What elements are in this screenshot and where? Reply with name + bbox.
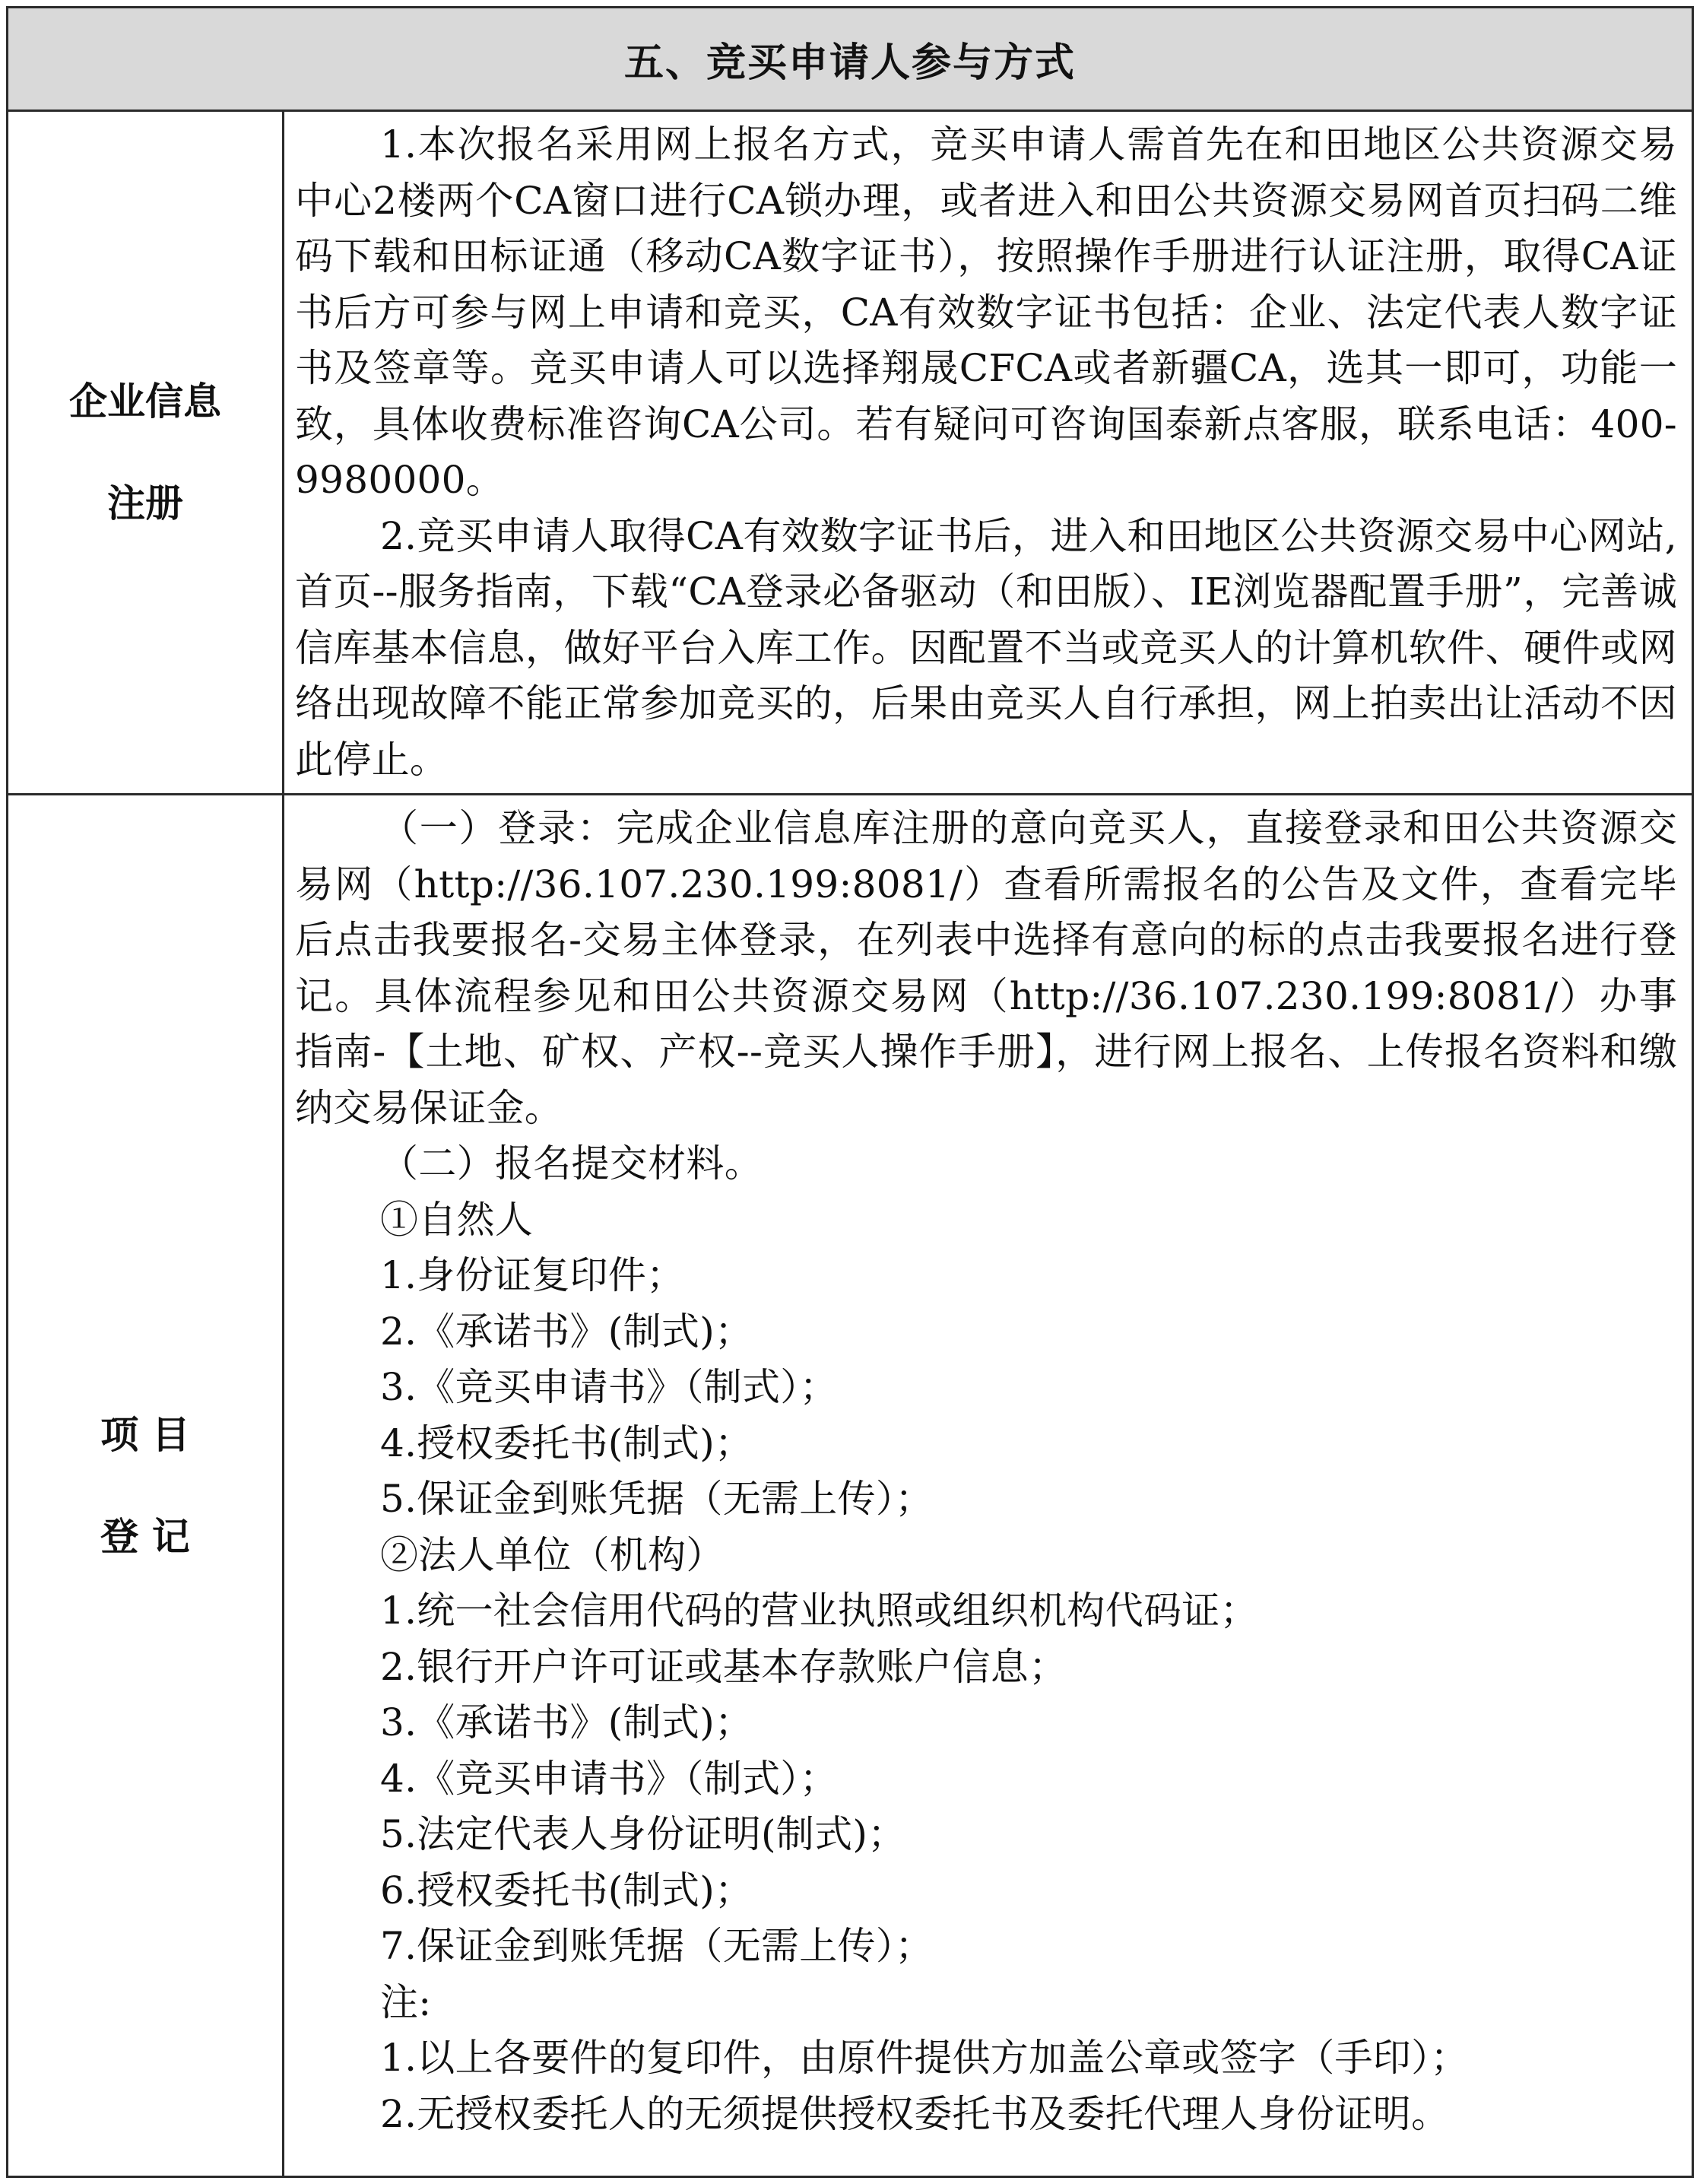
- row-label-enterprise-registration: [8, 112, 282, 793]
- list-item: 4.《竞买申请书》（制式）；: [380, 1756, 838, 1801]
- list-item: 5.法定代表人身份证明(制式)；: [380, 1812, 906, 1856]
- list-item: 2.《承诺书》(制式)；: [380, 1309, 753, 1354]
- list-item: 1.统一社会信用代码的营业执照或组织机构代码证；: [380, 1589, 1258, 1633]
- list-item: 5.保证金到账凭据（无需上传）；: [380, 1477, 934, 1521]
- row-label-line: 项 目: [100, 1412, 190, 1457]
- materials-heading: （二）报名提交材料。: [380, 1141, 763, 1186]
- list-item: 1.身份证复印件；: [380, 1253, 685, 1297]
- section-title: 五、竞买申请人参与方式: [623, 40, 1076, 86]
- list-item: 4.授权委托书(制式)；: [380, 1421, 753, 1465]
- row-label-line: 企业信息: [69, 379, 221, 424]
- row-label-project-registration: [8, 795, 282, 2176]
- table-border-bottom: [6, 2176, 1694, 2178]
- list-item: 3.《竞买申请书》（制式）；: [380, 1365, 838, 1409]
- note-item: 1.以上各要件的复印件，由原件提供方加盖公章或签字（手印）；: [380, 2036, 1469, 2080]
- note-heading: 注:: [380, 1979, 432, 2024]
- table-border-right: [1692, 6, 1694, 2178]
- paragraph-credit-library: 2.竞买申请人取得CA有效数字证书后，进入和田地区公共资源交易中心网站,首页--服务指南，下载“CA登录必备驱动（和田版）、IE浏览器配置手册”，完善诚信库基本信息，做好平台入库工作。因配置不当或竞买人的计算机软件、硬件或网络出现故障不能正常参加竞买的，后果由竞买人自行承担，网上拍卖出让活动不因此停止。: [295, 513, 1677, 782]
- legal-entity-heading: ②法人单位（机构）: [380, 1532, 725, 1577]
- row-content-enterprise-registration: [295, 117, 1677, 788]
- row-label-line: 登 记: [100, 1514, 190, 1559]
- natural-person-heading: ①自然人: [380, 1197, 534, 1242]
- list-item: 6.授权委托书(制式)；: [380, 1868, 753, 1913]
- paragraph-login: （一）登录：完成企业信息库注册的意向竞买人，直接登录和田公共资源交易网（http://36.107.230.199:8081/）查看所需报名的公告及文件，查看完毕后点击我要报名-交易主体登录，在列表中选择有意向的标的点击我要报名进行登记。具体流程参见和田公共资源交易网（http://36.107.230.199:8081/）办事指南-【土地、矿权、产权--竞买人操作手册】，进行网上报名、上传报名资料和缴纳交易保证金。: [295, 806, 1677, 1130]
- list-item: 2.银行开户许可证或基本存款账户信息；: [380, 1644, 1067, 1689]
- label-column-divider: [282, 110, 284, 2178]
- row-label-line: 注册: [107, 481, 183, 525]
- list-item: 3.《承诺书》(制式)；: [380, 1700, 753, 1744]
- paragraph-ca-application: 1.本次报名采用网上报名方式，竞买申请人需首先在和田地区公共资源交易中心2楼两个CA窗口进行CA锁办理，或者进入和田公共资源交易网首页扫码二维码下载和田标证通（移动CA数字证书），按照操作手册进行认证注册，取得CA证书后方可参与网上申请和竞买，CA有效数字证书包括：企业、法定代表人数字证书及签章等。竞买申请人可以选择翔晟CFCA或者新疆CA，选其一即可，功能一致，具体收费标准咨询CA公司。若有疑问可咨询国泰新点客服，联系电话：400-9980000。: [295, 122, 1677, 502]
- note-item: 2.无授权委托人的无须提供授权委托书及委托代理人身份证明。: [380, 2091, 1450, 2136]
- row-content-project-registration: [295, 801, 1677, 2142]
- list-item: 7.保证金到账凭据（无需上传）；: [380, 1924, 934, 1968]
